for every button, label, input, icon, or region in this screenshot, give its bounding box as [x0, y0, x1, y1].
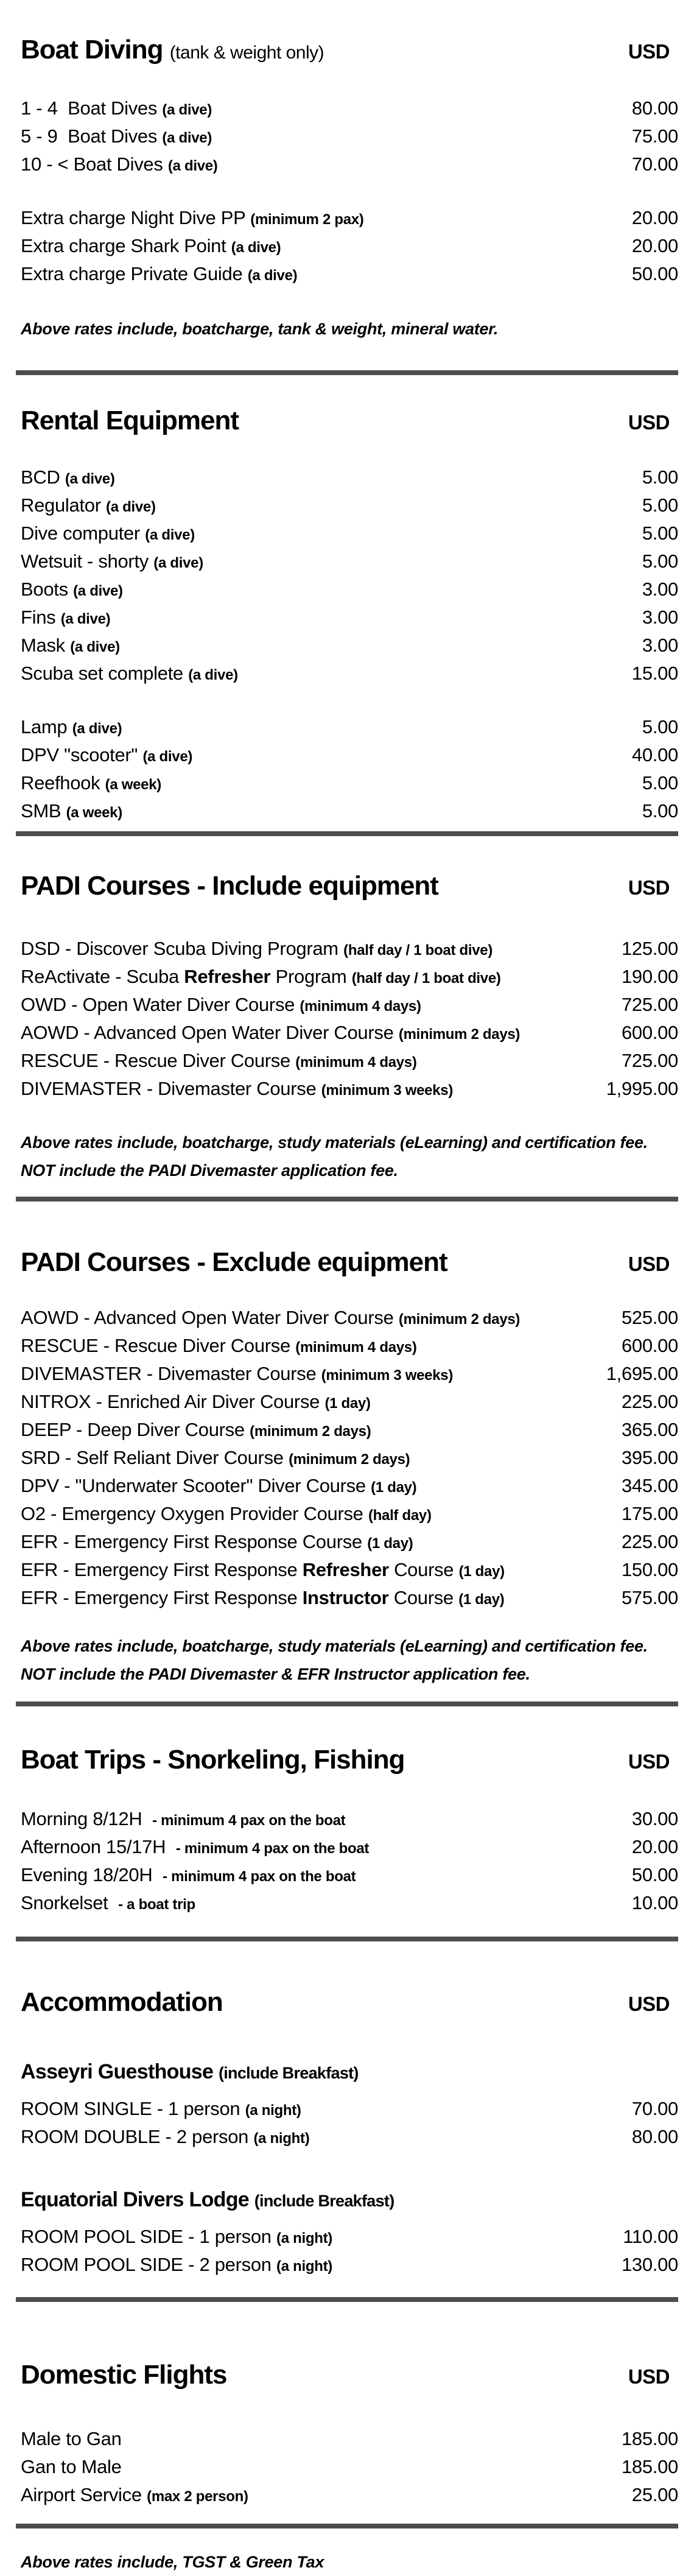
section-rows — [21, 1805, 678, 1917]
row-spacer — [21, 688, 678, 713]
item-label: ROOM SINGLE - 1 person (a night) — [21, 2098, 301, 2119]
section-divider — [16, 370, 678, 375]
item-detail: (minimum 4 days) — [300, 998, 421, 1015]
section-notes — [21, 1632, 678, 1688]
item-price: 5.00 — [642, 772, 678, 794]
section-title-note: (tank & weight only) — [169, 43, 324, 63]
price-row — [21, 2425, 678, 2453]
item-label: Boots (a dive) — [21, 579, 123, 600]
currency-label: USD — [628, 1993, 670, 2015]
item-label: Evening 18/20H - minimum 4 pax on the boat — [21, 1864, 356, 1885]
item-detail: (minimum 2 days) — [250, 1423, 371, 1440]
price-row — [21, 1388, 678, 1416]
item-detail: - minimum 4 pax on the boat — [152, 1812, 346, 1829]
item-price: 5.00 — [642, 466, 678, 488]
section-title: PADI Courses - Include equipment — [21, 871, 438, 901]
item-price: 5.00 — [642, 494, 678, 516]
item-price: 3.00 — [642, 607, 678, 628]
item-price: 225.00 — [621, 1391, 678, 1412]
price-row — [21, 260, 678, 288]
item-price: 185.00 — [621, 2456, 678, 2477]
section-note: NOT include the PADI Divemaster & EFR Instructor application fee. — [21, 1665, 530, 1683]
price-row — [21, 519, 678, 547]
item-price: 130.00 — [621, 2254, 678, 2275]
price-row — [21, 2123, 678, 2151]
item-label: AOWD - Advanced Open Water Diver Course (minimum 2 days) — [21, 1022, 520, 1043]
section-title: Domestic Flights — [21, 2360, 227, 2390]
item-label: ROOM DOUBLE - 2 person (a night) — [21, 2126, 310, 2147]
section-rows — [21, 935, 678, 1103]
item-price: 175.00 — [621, 1503, 678, 1524]
item-label: Lamp (a dive) — [21, 716, 122, 737]
price-row — [21, 713, 678, 741]
section-divider — [16, 2524, 678, 2528]
item-label: Snorkelset - a boat trip — [21, 1892, 195, 1913]
section-padi-include — [16, 868, 678, 1202]
section-header — [21, 32, 678, 68]
item-detail: (minimum 3 weeks) — [321, 1367, 454, 1384]
section-note: Above rates include, boatcharge, tank & weight, mineral water. — [21, 320, 499, 338]
item-price: 3.00 — [642, 635, 678, 656]
price-row — [21, 122, 678, 150]
item-detail: - minimum 4 pax on the boat — [175, 1840, 370, 1857]
section-rental-equipment — [16, 403, 678, 836]
currency-label: USD — [628, 1750, 670, 1773]
item-detail: (a dive) — [162, 130, 212, 146]
currency-label: USD — [628, 411, 670, 434]
section-domestic-flights — [16, 2357, 678, 2576]
section-title: PADI Courses - Exclude equipment — [21, 1247, 447, 1277]
price-row — [21, 1360, 678, 1388]
item-price: 15.00 — [631, 663, 678, 684]
item-label: Gan to Male — [21, 2456, 122, 2477]
item-detail: (a dive) — [145, 527, 195, 543]
currency-label: USD — [628, 876, 670, 899]
item-price: 1,995.00 — [606, 1078, 678, 1099]
item-detail: (a dive) — [167, 158, 218, 174]
item-detail: (a dive) — [65, 471, 115, 487]
price-row — [21, 1556, 678, 1584]
item-price: 525.00 — [621, 1307, 678, 1328]
section-title: Accommodation — [21, 1987, 223, 2017]
item-price: 225.00 — [621, 1531, 678, 1552]
item-price: 395.00 — [621, 1447, 678, 1468]
price-row — [21, 1500, 678, 1528]
item-detail: (a dive) — [231, 239, 281, 256]
item-price: 80.00 — [631, 2126, 678, 2147]
section-rows — [21, 2425, 678, 2509]
section-rows — [21, 94, 678, 288]
price-row — [21, 1047, 678, 1075]
item-price: 75.00 — [631, 125, 678, 147]
item-label: Airport Service (max 2 person) — [21, 2484, 248, 2505]
item-detail: (a dive) — [60, 611, 111, 627]
section-divider — [16, 1197, 678, 1202]
section-note: Above rates include, TGST & Green Tax — [21, 2553, 324, 2571]
item-price: 725.00 — [621, 994, 678, 1015]
price-row — [21, 632, 678, 660]
price-row — [21, 991, 678, 1019]
price-row — [21, 660, 678, 688]
price-row — [21, 463, 678, 491]
price-row — [21, 547, 678, 575]
price-row — [21, 2095, 678, 2123]
item-label: BCD (a dive) — [21, 466, 115, 488]
item-label: EFR - Emergency First Response Course (1 day) — [21, 1531, 413, 1552]
price-row — [21, 2453, 678, 2481]
item-detail: (half day) — [368, 1507, 432, 1524]
price-row — [21, 1019, 678, 1047]
item-label: DEEP - Deep Diver Course (minimum 2 days) — [21, 1419, 371, 1440]
item-detail: (1 day) — [458, 1591, 505, 1608]
item-label: OWD - Open Water Diver Course (minimum 4 days) — [21, 994, 421, 1015]
item-label: RESCUE - Rescue Diver Course (minimum 4 days) — [21, 1050, 417, 1071]
item-price: 70.00 — [631, 2098, 678, 2119]
price-row — [21, 1444, 678, 1472]
price-row — [21, 232, 678, 260]
price-row — [21, 797, 678, 825]
section-divider — [16, 1701, 678, 1706]
price-row — [21, 94, 678, 122]
item-price: 20.00 — [631, 1836, 678, 1857]
item-label: O2 - Emergency Oxygen Provider Course (half day) — [21, 1503, 432, 1524]
item-label: Morning 8/12H - minimum 4 pax on the boat — [21, 1808, 346, 1829]
item-detail: (1 day) — [367, 1535, 413, 1552]
price-row — [21, 1833, 678, 1861]
section-header — [21, 2357, 678, 2393]
item-label: Extra charge Shark Point (a dive) — [21, 235, 281, 256]
price-row — [21, 935, 678, 963]
section-divider — [16, 831, 678, 836]
item-detail: (a dive) — [72, 720, 122, 737]
section-rows — [21, 463, 678, 825]
item-label: DPV "scooter" (a dive) — [21, 744, 193, 765]
item-price: 5.00 — [642, 523, 678, 544]
price-row — [21, 604, 678, 632]
item-detail: (minimum 4 days) — [295, 1054, 417, 1071]
section-boat-diving — [16, 0, 678, 375]
item-detail: (1 day) — [458, 1563, 505, 1580]
item-detail: - minimum 4 pax on the boat — [163, 1868, 356, 1885]
item-price: 575.00 — [621, 1587, 678, 1608]
price-row — [21, 741, 678, 769]
item-price: 150.00 — [621, 1559, 678, 1580]
section-rows — [21, 2057, 678, 2279]
item-detail: (a dive) — [142, 748, 193, 765]
item-detail: (1 day) — [371, 1479, 417, 1496]
price-row — [21, 491, 678, 519]
section-note: Above rates include, boatcharge, study materials (eLearning) and certification fee. — [21, 1637, 648, 1655]
item-label: EFR - Emergency First Response Refresher Course (1 day) — [21, 1559, 505, 1580]
item-price: 20.00 — [631, 235, 678, 256]
price-row — [21, 1861, 678, 1889]
section-boat-trips — [16, 1742, 678, 1941]
section-note: NOT include the PADI Divemaster application fee. — [21, 1161, 398, 1180]
item-detail: (a dive) — [70, 639, 120, 655]
price-row — [21, 2251, 678, 2279]
price-row — [21, 1889, 678, 1917]
price-row — [21, 2223, 678, 2251]
item-detail: (minimum 2 days) — [289, 1451, 410, 1468]
lodging-subheader: Asseyri Guesthouse (include Breakfast) — [21, 2060, 359, 2083]
section-notes — [21, 2548, 678, 2576]
item-price: 185.00 — [621, 2428, 678, 2449]
item-detail: (a dive) — [73, 583, 123, 599]
item-price: 5.00 — [642, 551, 678, 572]
item-detail: (a night) — [245, 2102, 301, 2119]
item-label: Reefhook (a week) — [21, 772, 161, 794]
price-row — [21, 1304, 678, 1332]
item-label: AOWD - Advanced Open Water Diver Course (minimum 2 days) — [21, 1307, 520, 1328]
item-price: 1,695.00 — [606, 1363, 678, 1384]
item-label: Extra charge Night Dive PP (minimum 2 pax) — [21, 207, 364, 228]
item-price: 50.00 — [631, 263, 678, 284]
section-notes — [21, 1128, 678, 1184]
item-price: 125.00 — [621, 938, 678, 959]
price-row — [21, 1075, 678, 1103]
item-label: ROOM POOL SIDE - 1 person (a night) — [21, 2226, 332, 2247]
section-rows — [21, 1304, 678, 1612]
item-label: 5 - 9 Boat Dives (a dive) — [21, 125, 212, 147]
item-detail: (a dive) — [247, 267, 298, 284]
item-detail: (a dive) — [106, 499, 156, 515]
item-detail: (a night) — [276, 2258, 332, 2275]
item-label: DPV - "Underwater Scooter" Diver Course (1 day) — [21, 1475, 417, 1496]
item-label: Wetsuit - shorty (a dive) — [21, 551, 203, 572]
section-notes — [21, 315, 678, 343]
item-detail: (minimum 2 days) — [398, 1026, 520, 1043]
item-label: EFR - Emergency First Response Instructor Course (1 day) — [21, 1587, 505, 1608]
item-detail: (a week) — [105, 776, 161, 793]
currency-label: USD — [628, 2365, 670, 2388]
item-label: 1 - 4 Boat Dives (a dive) — [21, 97, 212, 119]
section-title: Rental Equipment — [21, 406, 239, 435]
price-row — [21, 1332, 678, 1360]
item-price: 600.00 — [621, 1335, 678, 1356]
section-title: Boat Diving (tank & weight only) — [21, 35, 324, 65]
section-divider — [16, 1937, 678, 1941]
item-price: 345.00 — [621, 1475, 678, 1496]
price-row — [21, 1472, 678, 1500]
price-row — [21, 2481, 678, 2509]
item-detail: (minimum 2 pax) — [250, 211, 364, 228]
item-price: 80.00 — [631, 97, 678, 119]
currency-label: USD — [628, 1253, 670, 1275]
item-price: 3.00 — [642, 579, 678, 600]
item-price: 50.00 — [631, 1864, 678, 1885]
item-detail: (1 day) — [324, 1395, 371, 1412]
item-price: 5.00 — [642, 800, 678, 822]
item-price: 365.00 — [621, 1419, 678, 1440]
item-price: 25.00 — [631, 2484, 678, 2505]
item-price: 110.00 — [623, 2226, 678, 2247]
price-row — [21, 1528, 678, 1556]
item-label: DIVEMASTER - Divemaster Course (minimum 3 weeks) — [21, 1078, 454, 1099]
item-label: ReActivate - Scuba Refresher Program (half day / 1 boat dive) — [21, 966, 501, 987]
item-detail: (half day / 1 boat dive) — [351, 970, 501, 987]
section-header — [21, 1742, 678, 1778]
item-detail: (minimum 3 weeks) — [321, 1082, 454, 1099]
item-label: Scuba set complete (a dive) — [21, 663, 238, 684]
item-label: Fins (a dive) — [21, 607, 111, 628]
price-row — [21, 963, 678, 991]
lodging-subheader-note: (include Breakfast) — [218, 2064, 359, 2082]
section-padi-exclude — [16, 1244, 678, 1706]
section-divider — [16, 2297, 678, 2302]
item-price: 600.00 — [621, 1022, 678, 1043]
price-row — [21, 1416, 678, 1444]
item-label: Regulator (a dive) — [21, 494, 156, 516]
section-accommodation — [16, 1984, 678, 2302]
item-detail: (a dive) — [188, 667, 238, 683]
price-row — [21, 150, 678, 178]
item-label: Afternoon 15/17H - minimum 4 pax on the boat — [21, 1836, 370, 1857]
item-label: NITROX - Enriched Air Diver Course (1 day) — [21, 1391, 371, 1412]
item-price: 20.00 — [631, 207, 678, 228]
item-detail: (minimum 4 days) — [295, 1339, 417, 1356]
item-detail: (max 2 person) — [147, 2488, 248, 2505]
item-detail: (a week) — [66, 804, 122, 821]
item-price: 725.00 — [621, 1050, 678, 1071]
item-detail: (a dive) — [162, 102, 212, 118]
item-label: Male to Gan — [21, 2428, 122, 2449]
item-price: 70.00 — [631, 153, 678, 175]
section-note: Above rates include, boatcharge, study materials (eLearning) and certification fee. — [21, 1133, 648, 1152]
item-label: SMB (a week) — [21, 800, 122, 822]
item-price: 40.00 — [631, 744, 678, 765]
item-label: SRD - Self Reliant Diver Course (minimum 2 days) — [21, 1447, 410, 1468]
price-row — [21, 204, 678, 232]
section-title: Boat Trips - Snorkeling, Fishing — [21, 1745, 405, 1775]
price-row — [21, 1584, 678, 1612]
item-label: ROOM POOL SIDE - 2 person (a night) — [21, 2254, 332, 2275]
item-label: Dive computer (a dive) — [21, 523, 195, 544]
item-label: DSD - Discover Scuba Diving Program (half day / 1 boat dive) — [21, 938, 493, 959]
section-header — [21, 1244, 678, 1281]
section-header — [21, 403, 678, 439]
item-label: DIVEMASTER - Divemaster Course (minimum 3 weeks) — [21, 1363, 454, 1384]
item-label: RESCUE - Rescue Diver Course (minimum 4 days) — [21, 1335, 417, 1356]
row-spacer — [21, 178, 678, 204]
section-header — [21, 1984, 678, 2021]
price-row — [21, 575, 678, 604]
item-price: 190.00 — [621, 966, 678, 987]
item-price: 5.00 — [642, 716, 678, 737]
item-detail: (minimum 2 days) — [398, 1311, 520, 1328]
item-detail: - a boat trip — [118, 1896, 195, 1913]
price-row — [21, 1805, 678, 1833]
item-detail: (a night) — [276, 2230, 332, 2247]
item-detail: (half day / 1 boat dive) — [343, 942, 493, 959]
section-header — [21, 868, 678, 904]
item-price: 30.00 — [631, 1808, 678, 1829]
item-detail: (a night) — [253, 2130, 310, 2147]
item-label: Mask (a dive) — [21, 635, 120, 656]
lodging-subheader-note: (include Breakfast) — [254, 2192, 394, 2210]
price-row — [21, 769, 678, 797]
item-detail: (a dive) — [153, 555, 203, 571]
lodging-subheader: Equatorial Divers Lodge (include Breakfast) — [21, 2188, 394, 2211]
currency-label: USD — [628, 40, 670, 63]
item-label: 10 - < Boat Dives (a dive) — [21, 153, 218, 175]
item-label: Extra charge Private Guide (a dive) — [21, 263, 298, 284]
item-price: 10.00 — [631, 1892, 678, 1913]
